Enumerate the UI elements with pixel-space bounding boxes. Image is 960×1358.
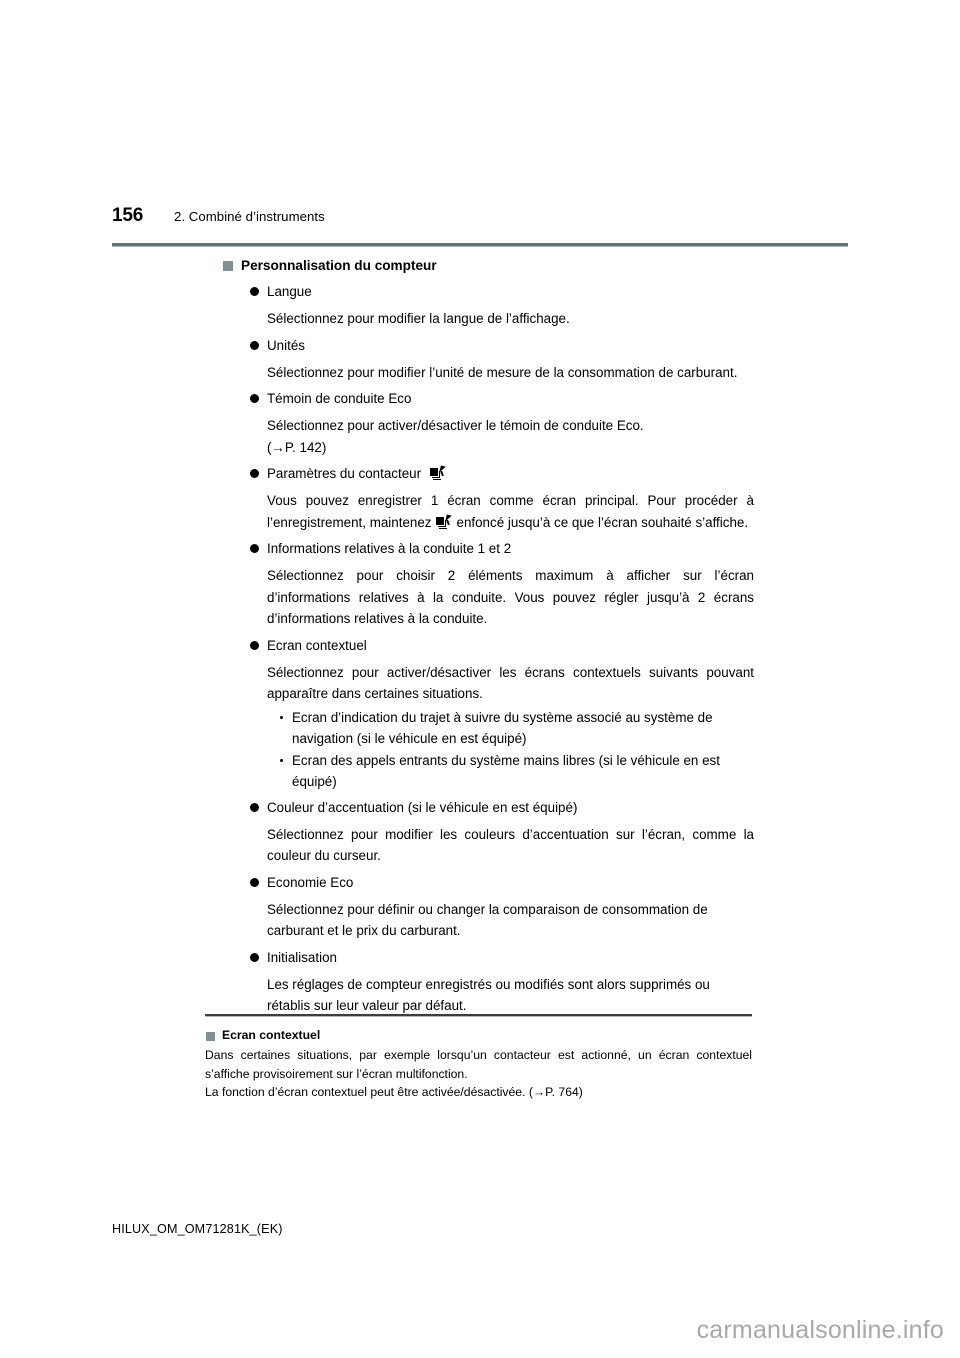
setting-desc-ecran-contextuel: Sélectionnez pour activer/désactiver les écrans contextuels suivants pouvant apparaître dans certaines situations.	[267, 664, 754, 701]
setting-label-langue: Langue	[267, 284, 312, 299]
page-header	[112, 205, 848, 235]
section-heading-label: Personnalisation du compteur	[241, 258, 437, 273]
bullet-dot-icon	[250, 394, 259, 403]
setting-label-infos-conduite: Informations relatives à la conduite 1 et 2	[267, 541, 512, 556]
bullet-dot-icon	[250, 469, 259, 478]
setting-desc-initialisation: Les réglages de compteur enregistrés ou modifiés sont alors supprimés ou rétablis sur leur valeur par défaut.	[267, 976, 710, 1013]
note-divider	[205, 1014, 752, 1017]
note-body	[205, 1046, 752, 1102]
list-item	[250, 872, 754, 893]
list-item	[250, 463, 754, 484]
sub-list-item	[280, 750, 754, 792]
main-content	[222, 256, 754, 1017]
stacked-screens-icon	[435, 515, 454, 530]
desc-part-1: Vous pouvez enregistrer 1 écran comme écran principal. Pour procéder à l’enregistrement, maintenez	[267, 493, 754, 530]
setting-label-initialisation: Initialisation	[267, 949, 337, 965]
header-divider	[112, 243, 848, 247]
settings-list	[250, 281, 754, 1017]
setting-label-couleur-accentuation: Couleur d’accentuation (si le véhicule en est équipé)	[267, 799, 578, 815]
setting-desc-economie-eco: Sélectionnez pour définir ou changer la comparaison de consommation de carburant et le prix du carburant.	[267, 901, 708, 938]
bullet-dot-icon	[250, 544, 259, 553]
bullet-dot-icon	[250, 341, 259, 350]
site-watermark: carmanualsonline.info	[696, 1316, 944, 1344]
page-number: 156	[112, 205, 144, 226]
sub-item-navigation: Ecran d’indication du trajet à suivre du système associé au système de navigation (si le véhicule en est équipé)	[292, 709, 713, 746]
bullet-dot-icon	[250, 287, 259, 296]
setting-label-economie-eco: Economie Eco	[267, 874, 354, 890]
desc-part-2: enfoncé jusqu’à ce que l’écran souhaité s’affiche.	[456, 514, 749, 530]
note-heading-label: Ecran contextuel	[222, 1028, 321, 1042]
setting-desc-infos-conduite: Sélectionnez pour choisir 2 éléments maximum à afficher sur l’écran d’informations relatives à la conduite. Vous pouvez régler jusqu’à 2 écrans d’informations relatives à la conduite.	[267, 568, 754, 626]
list-item	[250, 947, 754, 968]
setting-desc-unites: Sélectionnez pour modifier l’unité de mesure de la consommation de carburant.	[267, 364, 738, 380]
list-item	[250, 797, 754, 818]
bullet-dot-icon	[250, 953, 259, 962]
sub-list-item	[280, 707, 754, 749]
bullet-dot-icon	[250, 803, 259, 812]
section-heading	[222, 256, 754, 275]
list-item	[250, 281, 754, 302]
square-bullet-icon	[205, 1031, 216, 1042]
chapter-title: 2. Combiné d’instruments	[174, 209, 325, 224]
note-block	[205, 1027, 752, 1102]
list-item	[250, 388, 754, 409]
setting-desc-temoin-eco-text: Sélectionnez pour activer/désactiver le témoin de conduite Eco.	[267, 418, 644, 433]
footer-document-code: HILUX_OM_OM71281K_(EK)	[112, 1222, 283, 1236]
setting-label-parametres-contacteur: Paramètres du contacteur	[267, 466, 422, 481]
setting-desc-couleur-accentuation: Sélectionnez pour modifier les couleurs d’accentuation sur l’écran, comme la couleur du curseur.	[267, 826, 754, 863]
list-item	[250, 335, 754, 356]
setting-desc-temoin-eco	[267, 415, 754, 458]
sub-item-mains-libres: Ecran des appels entrants du système mains libres (si le véhicule en est équipé)	[292, 752, 720, 789]
note-line-1: Dans certaines situations, par exemple lorsqu’un contacteur est actionné, un écran contextuel s’affiche provisoirement sur l’écran multifonction.	[205, 1048, 752, 1081]
setting-desc-parametres-contacteur	[267, 490, 754, 533]
page-reference-142: (→P. 142)	[267, 439, 327, 455]
setting-label-temoin-eco: Témoin de conduite Eco	[267, 391, 412, 406]
sub-bullet-icon	[280, 716, 283, 719]
note-line-2: La fonction d’écran contextuel peut être activée/désactivée. (→P. 764)	[205, 1085, 583, 1099]
list-item	[250, 538, 754, 559]
sub-bullet-icon	[280, 759, 283, 762]
setting-desc-langue: Sélectionnez pour modifier la langue de l’affichage.	[267, 311, 570, 326]
square-bullet-icon	[222, 260, 234, 272]
setting-label-unites: Unités	[267, 337, 305, 353]
bullet-dot-icon	[250, 878, 259, 887]
list-item	[250, 635, 754, 656]
setting-label-ecran-contextuel: Ecran contextuel	[267, 637, 367, 653]
bullet-dot-icon	[250, 641, 259, 650]
ecran-contextuel-sublist	[280, 707, 754, 792]
stacked-screens-icon	[429, 466, 448, 481]
note-heading	[205, 1027, 752, 1044]
